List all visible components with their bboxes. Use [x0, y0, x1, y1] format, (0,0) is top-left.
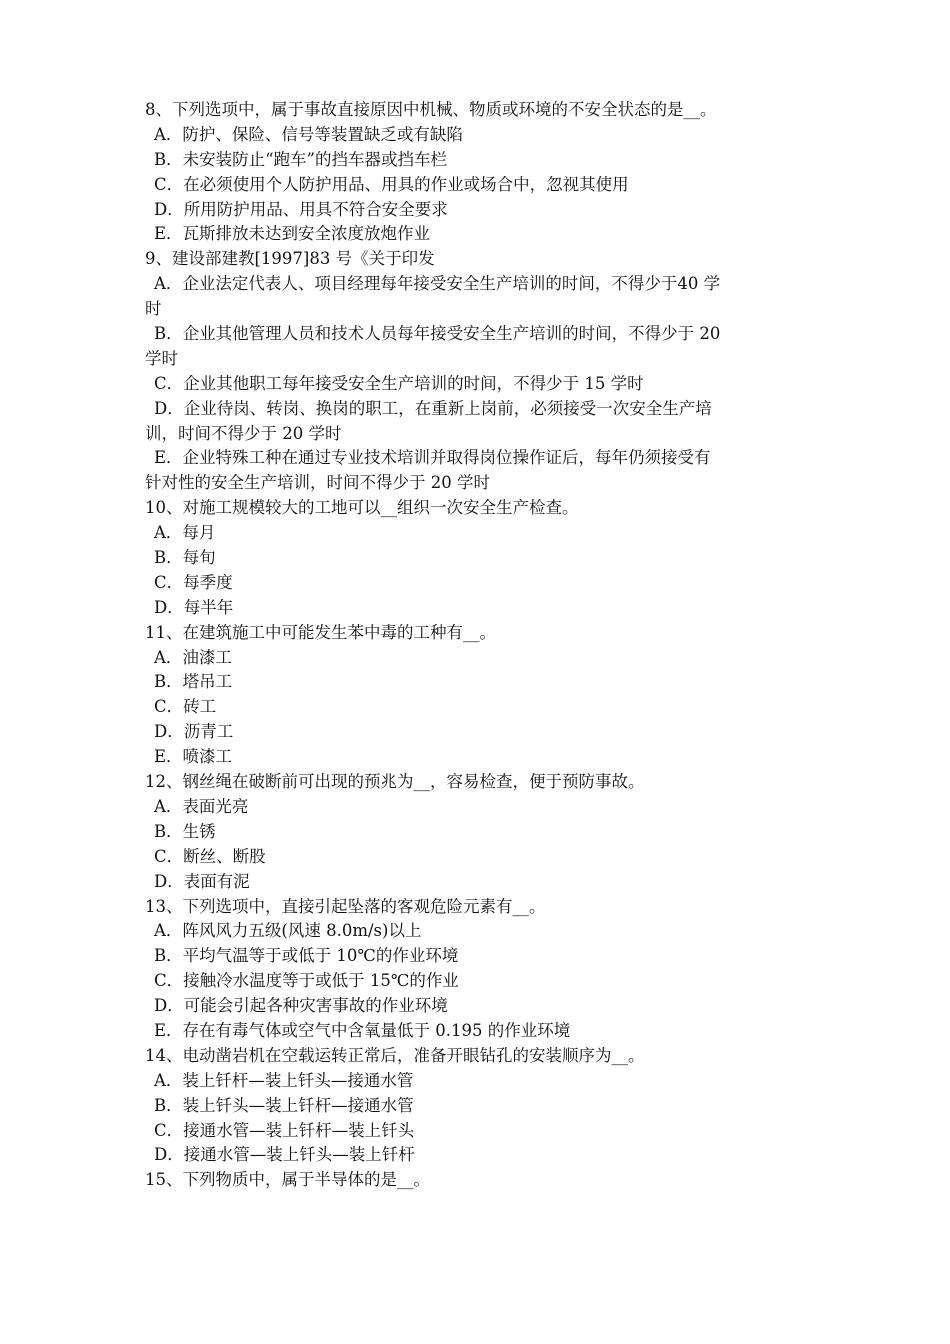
option-line: B．塔吊工 — [154, 672, 233, 692]
continuation-line: 时 — [145, 299, 162, 319]
option-line: A．表面光亮 — [154, 796, 249, 816]
option-line: B．平均气温等于或低于 10℃的作业环境 — [154, 946, 459, 966]
continuation-line: 针对性的安全生产培训，时间不得少于 20 学时 — [145, 473, 490, 493]
question-line: 11、在建筑施工中可能发生苯中毒的工种有__。 — [145, 622, 496, 642]
option-line: D．可能会引起各种灾害事故的作业环境 — [154, 996, 448, 1016]
option-line: D．接通水管—装上钎头—装上钎杆 — [154, 1145, 415, 1165]
option-line: C．企业其他职工每年接受安全生产培训的时间，不得少于 15 学时 — [154, 373, 644, 393]
document-page — [145, 98, 810, 1193]
option-line: A．阵风风力五级(风速 8.0m/s)以上 — [154, 921, 422, 941]
option-line: C．接通水管—装上钎杆—装上钎头 — [154, 1120, 415, 1140]
option-line: C．断丝、断股 — [154, 846, 266, 866]
question-line: 13、下列选项中，直接引起坠落的客观危险元素有__。 — [145, 896, 546, 916]
option-line: A．每月 — [154, 523, 216, 543]
continuation-line: 训，时间不得少于 20 学时 — [145, 423, 342, 443]
option-line: A．企业法定代表人、项目经理每年接受安全生产培训的时间，不得少于40 学 — [154, 274, 721, 294]
option-line: A．防护、保险、信号等装置缺乏或有缺陷 — [154, 124, 463, 144]
option-line: C．接触冷水温度等于或低于 15℃的作业 — [154, 971, 459, 991]
option-line: B．生锈 — [154, 821, 216, 841]
question-line: 15、下列物质中，属于半导体的是__。 — [145, 1170, 430, 1190]
option-line: A．油漆工 — [154, 647, 232, 667]
question-line: 14、电动凿岩机在空载运转正常后，准备开眼钻孔的安装顺序为__。 — [145, 1045, 645, 1065]
question-line: 8、下列选项中，属于事故直接原因中机械、物质或环境的不安全状态的是__。 — [145, 100, 717, 119]
option-line: D．表面有泥 — [154, 871, 250, 891]
option-line: B．企业其他管理人员和技术人员每年接受安全生产培训的时间，不得少于 20 — [154, 324, 721, 344]
option-line: A．装上钎杆—装上钎头—接通水管 — [154, 1070, 414, 1090]
option-line: E．存在有毒气体或空气中含氧量低于 0.195 的作业环境 — [154, 1020, 571, 1040]
question-line: 10、对施工规模较大的工地可以__组织一次安全生产检查。 — [145, 498, 579, 518]
option-line: D．每半年 — [154, 597, 234, 617]
option-line: B．装上钎头—装上钎杆—接通水管 — [154, 1095, 414, 1115]
option-line: D．企业待岗、转岗、换岗的职工，在重新上岗前，必须接受一次安全生产培 — [154, 398, 712, 418]
question-line: 9、建设部建教[1997]83 号《关于印发 — [145, 249, 435, 269]
option-line: C．在必须使用个人防护用品、用具的作业或场合中，忽视其使用 — [154, 174, 629, 194]
continuation-line: 学时 — [145, 348, 178, 368]
option-line: E．企业特殊工种在通过专业技术培训并取得岗位操作证后，每年仍须接受有 — [154, 448, 711, 468]
option-line: D．沥青工 — [154, 722, 234, 742]
option-line: B．每旬 — [154, 548, 216, 568]
question-line: 12、钢丝绳在破断前可出现的预兆为__，容易检查，便于预防事故。 — [145, 772, 645, 792]
option-line: E．瓦斯排放未达到安全浓度放炮作业 — [154, 224, 431, 244]
option-line: D．所用防护用品、用具不符合安全要求 — [154, 199, 448, 219]
option-line: E．喷漆工 — [154, 747, 233, 767]
option-line: C．砖工 — [154, 697, 217, 717]
option-line: C．每季度 — [154, 572, 233, 592]
option-line: B．未安装防止“跑车”的挡车器或挡车栏 — [154, 149, 447, 169]
